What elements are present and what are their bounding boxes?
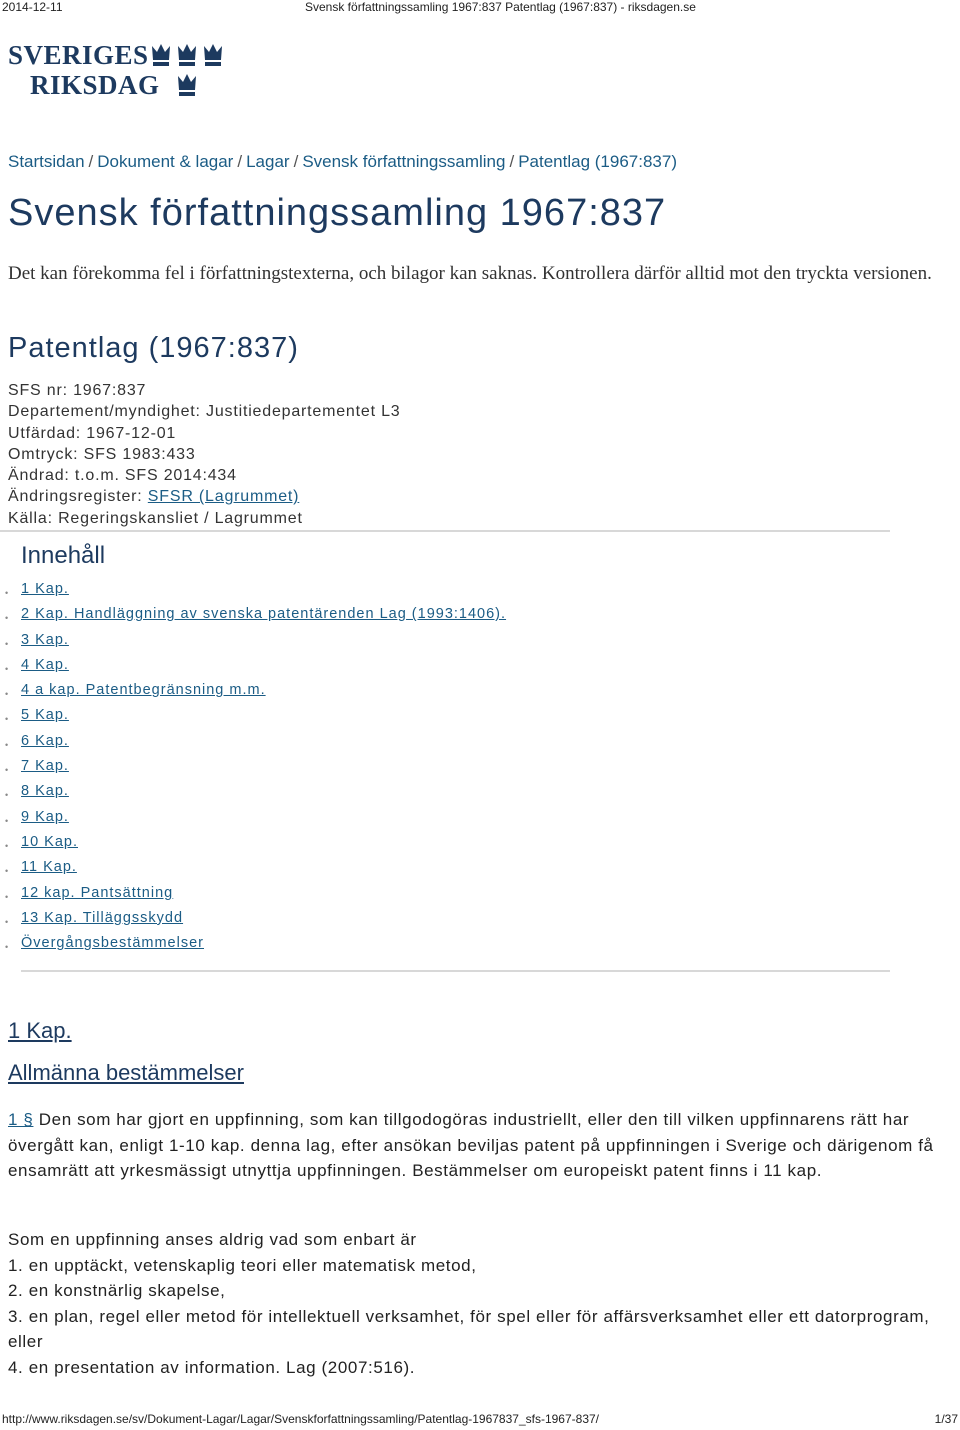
table-of-contents (0, 530, 890, 953)
sfs-number: SFS nr: 1967:837 (8, 382, 147, 399)
breadcrumb-separator: / (293, 152, 299, 171)
toc-link[interactable]: 12 kap. Pantsättning (21, 884, 174, 901)
toc-item (0, 757, 506, 782)
logo-text-line1: SVERIGES (8, 40, 149, 70)
disclaimer-text: Det kan förekomma fel i författningstexterna, och bilagor kan saknas. Kontrollera därför alltid mot den tryckta versionen. (8, 263, 932, 284)
list-item: 3. en plan, regel eller metod för intellektuell verksamhet, för spel eller för affärsverksamhet eller ett datorprogram, eller (8, 1306, 930, 1351)
bullet-icon: • (5, 689, 10, 700)
bullet-icon: • (5, 739, 10, 750)
amended: Ändrad: t.o.m. SFS 2014:434 (8, 467, 237, 485)
issued-date: Utfärdad: 1967-12-01 (8, 424, 177, 442)
paragraph-2-intro: Som en uppfinning anses aldrig vad som enbart är (8, 1230, 417, 1249)
toc-link[interactable]: 6 Kap. (21, 732, 69, 749)
print-footer (0, 1412, 960, 1428)
bullet-icon: • (5, 840, 10, 851)
toc-link[interactable]: 1 Kap. (21, 581, 69, 597)
toc-link[interactable]: 10 Kap. (21, 833, 78, 850)
breadcrumb-documents[interactable]: Dokument & lagar (97, 152, 234, 171)
amendment-register (8, 486, 400, 507)
bullet-icon: • (5, 790, 10, 801)
bullet-icon: • (5, 891, 10, 902)
toc-item (0, 782, 506, 807)
bullet-icon: • (5, 942, 10, 953)
toc-item (0, 858, 506, 883)
toc-item (0, 732, 506, 757)
law-title: Patentlag (1967:837) (8, 332, 299, 364)
paragraph-2 (8, 1227, 948, 1380)
department: Departement/myndighet: Justitiedepartementet L3 (8, 403, 401, 421)
bullet-icon: • (5, 916, 10, 927)
bullet-icon: • (5, 866, 10, 877)
page-title: Svensk författningssamling 1967:837 (8, 192, 667, 234)
paragraph-ref-link[interactable]: 1 § (8, 1110, 34, 1129)
toc-link[interactable]: 3 Kap. (21, 631, 69, 648)
reprint: Omtryck: SFS 1983:433 (8, 445, 196, 463)
toc-link[interactable]: 2 Kap. Handläggning av svenska patentärenden Lag (1993:1406). (21, 606, 507, 623)
toc-link[interactable]: 8 Kap. (21, 783, 69, 800)
bullet-icon: • (5, 765, 10, 776)
toc-list (0, 580, 506, 959)
law-metadata (8, 380, 400, 529)
toc-item (0, 580, 506, 605)
toc-item (0, 631, 506, 656)
print-url: http://www.riksdagen.se/sv/Dokument-Lagar/Lagar/Svenskforfattningssamling/Patentlag-1967837_sfs-1967-837/ (2, 1412, 600, 1426)
toc-item (0, 656, 506, 681)
print-page-title: Svensk författningssamling 1967:837 Patentlag (1967:837) - riksdagen.se (305, 0, 696, 14)
page-number: 1/37 (934, 1412, 958, 1426)
toc-item (0, 681, 506, 706)
breadcrumb (8, 152, 677, 172)
bullet-icon: • (5, 638, 10, 649)
toc-item (0, 833, 506, 858)
paragraph-1-text: Den som har gjort en uppfinning, som kan tillgodogöras industriellt, eller den till vilken uppfinnarens rätt har övergått kan, enligt 1-10 kap. denna lag, efter ansökan beviljas patent på uppfinningen i Sverige och därigenom få ensamrätt att yrkesmässigt utnyttja uppfinningen. Bestämmelser om europeiskt patent finns i 11 kap. (8, 1110, 934, 1180)
toc-item (0, 706, 506, 731)
bullet-icon: • (5, 588, 10, 598)
toc-link[interactable]: Övergångsbestämmelser (21, 935, 204, 952)
toc-link[interactable]: 11 Kap. (21, 859, 77, 876)
bullet-icon: • (5, 714, 10, 725)
toc-link[interactable]: 5 Kap. (21, 707, 69, 724)
bullet-icon: • (5, 815, 10, 826)
breadcrumb-separator: / (509, 152, 515, 171)
toc-link[interactable]: 9 Kap. (21, 808, 69, 825)
print-date: 2014-12-11 (2, 0, 63, 14)
toc-link[interactable]: 4 a kap. Patentbegränsning m.m. (21, 682, 266, 699)
source: Källa: Regeringskansliet / Lagrummet (8, 509, 303, 527)
breadcrumb-laws[interactable]: Lagar (246, 152, 290, 171)
toc-link[interactable]: 13 Kap. Tilläggsskydd (21, 909, 184, 926)
bullet-icon: • (5, 613, 10, 624)
breadcrumb-current[interactable]: Patentlag (1967:837) (518, 152, 677, 171)
section-heading: Allmänna bestämmelser (8, 1060, 244, 1085)
toc-item (0, 884, 506, 909)
toc-item (0, 909, 506, 934)
toc-item (0, 808, 506, 833)
chapter-heading: 1 Kap. (8, 1018, 72, 1043)
toc-title: Innehåll (21, 542, 106, 569)
toc-divider (21, 970, 890, 972)
bullet-icon: • (5, 663, 10, 674)
crowns-icon (150, 42, 228, 100)
toc-item (0, 934, 506, 959)
list-item: 1. en upptäckt, vetenskaplig teori eller matematisk metod, (8, 1255, 477, 1275)
print-header (0, 0, 960, 14)
toc-link[interactable]: 4 Kap. (21, 656, 69, 673)
breadcrumb-separator: / (237, 152, 243, 171)
toc-link[interactable]: 7 Kap. (21, 758, 69, 775)
paragraph-1 (8, 1107, 948, 1184)
list-item: 2. en konstnärlig skapelse, (8, 1281, 226, 1300)
riksdag-logo[interactable] (8, 40, 228, 102)
amendment-register-label: Ändringsregister: (8, 488, 143, 506)
amendment-register-link[interactable]: SFSR (Lagrummet) (147, 488, 300, 506)
breadcrumb-sfs[interactable]: Svensk författningssamling (302, 152, 506, 171)
breadcrumb-separator: / (88, 152, 94, 171)
breadcrumb-home[interactable]: Startsidan (8, 152, 85, 171)
list-item: 4. en presentation av information. Lag (2007:516). (8, 1357, 416, 1377)
logo-text-line2: RIKSDAG (30, 70, 160, 100)
toc-item (0, 605, 506, 630)
